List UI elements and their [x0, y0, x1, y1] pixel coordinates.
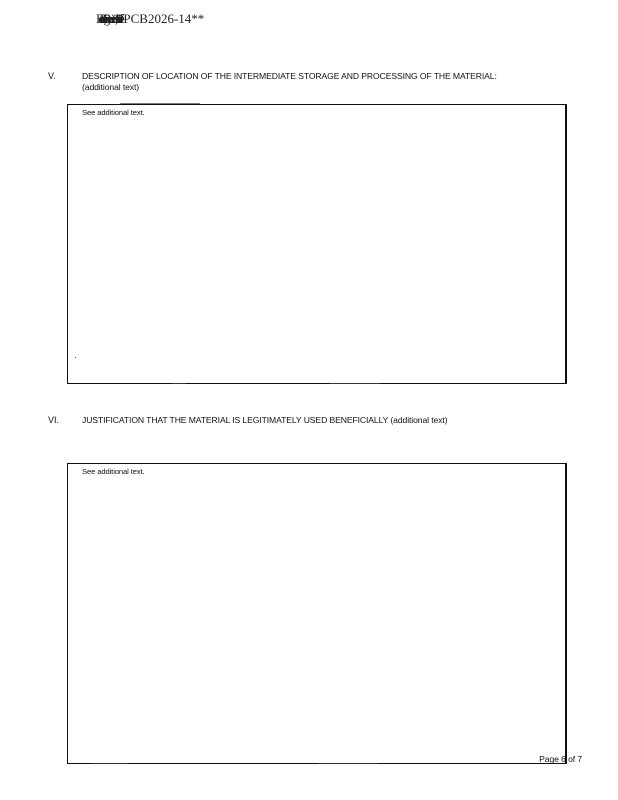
section-v-heading: DESCRIPTION OF LOCATION OF THE INTERMEDIATE STORAGE AND PROCESSING OF THE MATERIAL: [82, 71, 497, 81]
section-vi-heading: JUSTIFICATION THAT THE MATERIAL IS LEGITIMATELY USED BENEFICIALLY (additional text) [82, 415, 448, 425]
scan-artifact [120, 103, 200, 104]
page-number: Page 6 of 7 [539, 754, 582, 764]
section-vi-textbox[interactable] [67, 463, 567, 764]
section-vi-number: VI. [48, 415, 60, 425]
scan-artifact [92, 763, 128, 764]
section-v-textbox[interactable] [67, 104, 567, 384]
scan-speck [75, 357, 76, 358]
section-vi-box-text: See additional text. [82, 467, 145, 476]
section-v-box-text: See additional text. [82, 108, 145, 117]
scan-artifact [330, 383, 380, 384]
scan-artifact [172, 383, 186, 384]
scan-artifact [318, 763, 378, 764]
section-v-number: V. [48, 71, 56, 81]
filing-stamp [96, 11, 204, 27]
filing-stamp-line-1: Electronic Filing: Received, Clerk's Office [96, 11, 121, 26]
section-v-subheading: (additional text) [82, 82, 140, 92]
filing-stamp-line-2: PCB2026-14** [123, 11, 205, 26]
